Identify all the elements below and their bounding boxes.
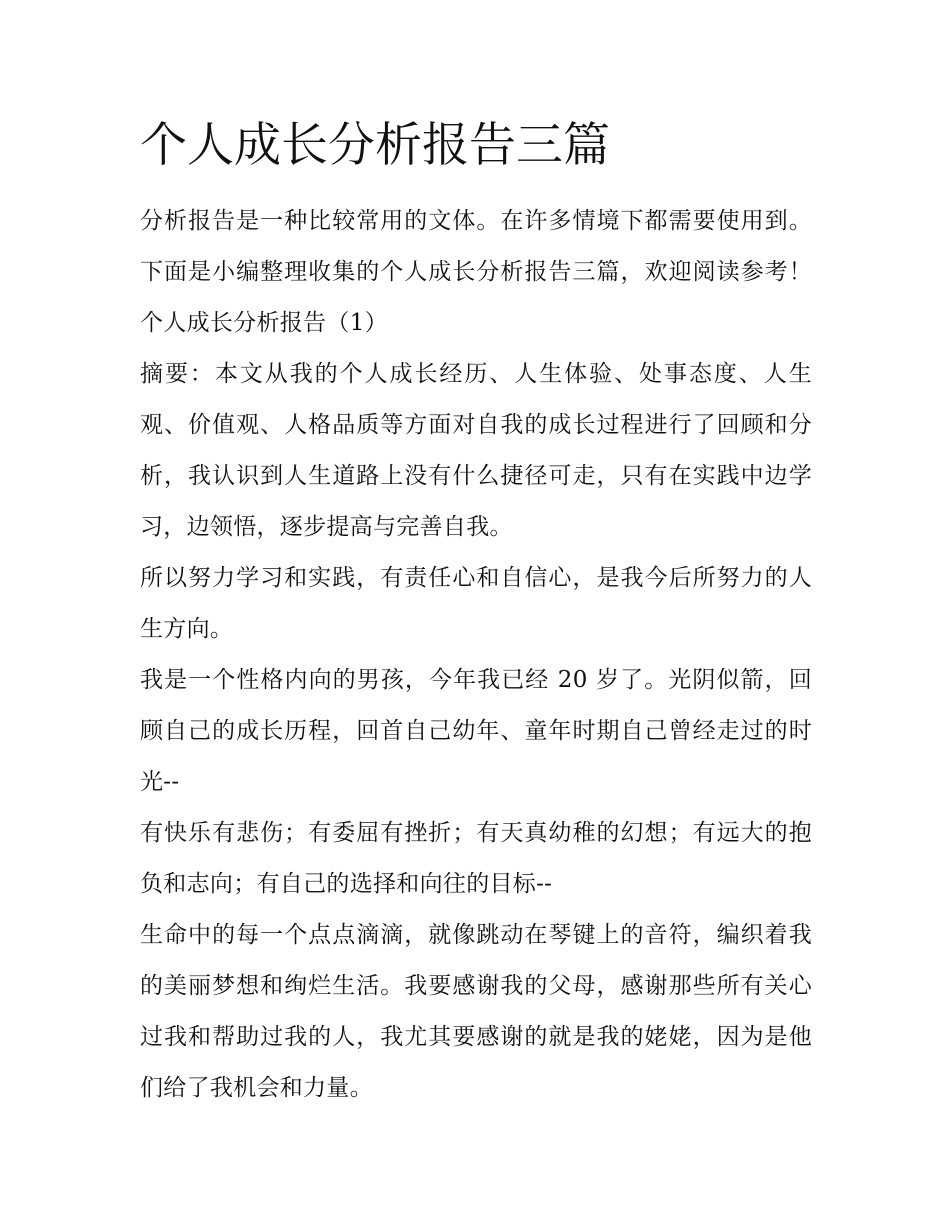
direction-paragraph: 所以努力学习和实践，有责任心和自信心，是我今后所努力的人生方向。 [140,565,812,642]
abstract-paragraph: 摘要：本文从我的个人成长经历、人生体验、处事态度、人生观、价值观、人格品质等方面对自我的成长过程进行了回顾和分析，我认识到人生道路上没有什么捷径可走，只有在实践中边学习，边领悟，逐步提高与完善自我。 [140,361,812,540]
gratitude-paragraph: 生命中的每一个点点滴滴，就像跳动在琴键上的音符，编织着我的美丽梦想和绚烂生活。我要感谢我的父母，感谢那些所有关心过我和帮助过我的人，我尤其要感谢的就是我的姥姥，因为是他们给了我机会和力量。 [140,922,812,1101]
self-intro-paragraph: 我是一个性格内向的男孩，今年我已经 20 岁了。光阴似箭，回顾自己的成长历程，回首自己幼年、童年时期自己曾经走过的时光-- [140,667,812,795]
intro-paragraph: 分析报告是一种比较常用的文体。在许多情境下都需要使用到。下面是小编整理收集的个人成长分析报告三篇，欢迎阅读参考！ 个人成长分析报告（1） [140,208,812,336]
memories-paragraph: 有快乐有悲伤；有委屈有挫折；有天真幼稚的幻想；有远大的抱负和志向；有自己的选择和向往的目标-- [140,820,812,897]
document-page [140,112,812,1114]
document-title: 个人成长分析报告三篇 [140,118,610,173]
